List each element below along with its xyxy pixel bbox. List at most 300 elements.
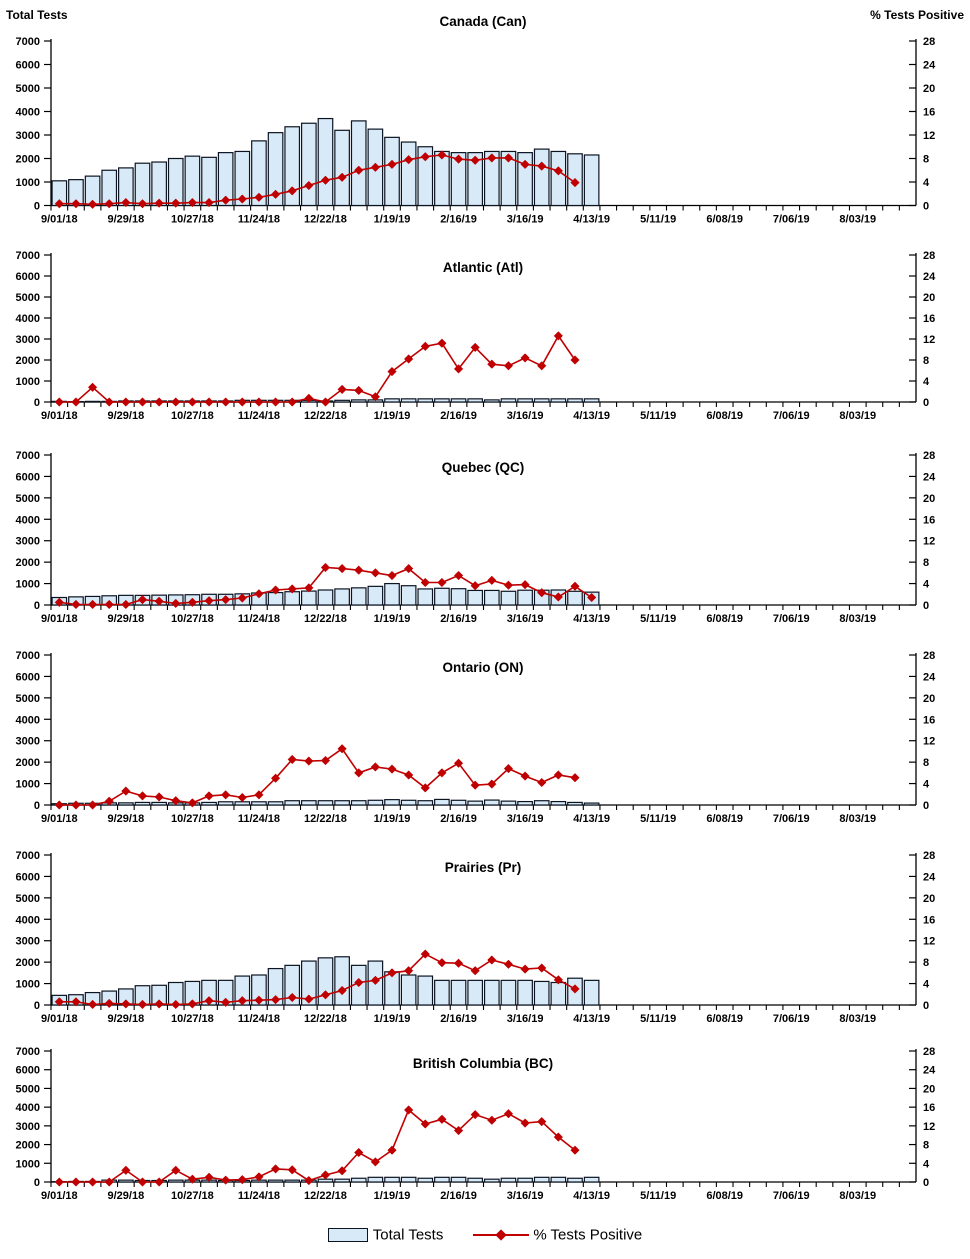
pct-positive-marker-icon <box>88 801 97 810</box>
pct-positive-marker-icon <box>371 763 380 772</box>
svg-text:10/27/18: 10/27/18 <box>170 1013 214 1025</box>
pct-positive-marker-icon <box>521 772 530 781</box>
svg-text:7/06/19: 7/06/19 <box>772 213 810 226</box>
bar-week-12/01/18 <box>268 1180 283 1182</box>
svg-text:9/01/18: 9/01/18 <box>40 213 78 226</box>
bar-week-1/05/19 <box>351 588 366 605</box>
bar-week-3/16/19 <box>518 590 533 605</box>
svg-text:28: 28 <box>923 36 936 48</box>
bar-week-12/08/18 <box>285 1180 300 1182</box>
pct-positive-marker-icon <box>537 778 546 787</box>
bar-week-3/16/19 <box>518 1178 533 1182</box>
bar-week-1/05/19 <box>351 801 366 805</box>
svg-text:5000: 5000 <box>15 692 40 705</box>
bar-week-1/05/19 <box>351 121 366 206</box>
bar-week-3/09/19 <box>501 591 515 605</box>
bar-week-4/06/19 <box>568 399 583 402</box>
svg-text:4/13/19: 4/13/19 <box>573 613 610 625</box>
svg-text:8/03/19: 8/03/19 <box>839 1013 877 1025</box>
pct-positive-marker-icon <box>221 1176 230 1185</box>
svg-text:0: 0 <box>923 800 930 812</box>
pct-positive-line-atlantic-atl <box>55 332 579 407</box>
bar-week-1/19/19 <box>385 584 400 605</box>
svg-text:7000: 7000 <box>15 450 40 462</box>
svg-text:12: 12 <box>923 735 936 748</box>
pct-positive-marker-icon <box>438 339 447 348</box>
bar-week-12/15/18 <box>302 123 317 205</box>
bar-week-1/05/19 <box>351 1178 366 1182</box>
svg-text:12: 12 <box>923 130 936 142</box>
svg-text:8: 8 <box>923 957 930 970</box>
svg-text:4: 4 <box>923 177 930 189</box>
svg-text:7000: 7000 <box>15 850 40 862</box>
svg-text:7/06/19: 7/06/19 <box>772 1190 810 1202</box>
svg-text:16: 16 <box>923 914 936 927</box>
svg-text:4: 4 <box>923 376 930 388</box>
svg-text:7000: 7000 <box>15 1046 40 1058</box>
bar-week-4/13/19 <box>584 803 599 805</box>
bar-week-4/06/19 <box>568 591 583 605</box>
svg-text:9/01/18: 9/01/18 <box>40 813 78 825</box>
svg-text:12/22/18: 12/22/18 <box>304 813 347 825</box>
svg-text:3000: 3000 <box>15 535 40 548</box>
pct-positive-marker-icon <box>571 773 580 782</box>
pct-positive-marker-icon <box>205 398 214 407</box>
svg-text:3/16/19: 3/16/19 <box>506 813 544 825</box>
bar-week-2/16/19 <box>451 589 466 605</box>
svg-text:12: 12 <box>923 935 936 948</box>
svg-text:2/16/19: 2/16/19 <box>440 613 477 625</box>
svg-text:9/29/18: 9/29/18 <box>107 410 145 422</box>
bar-week-12/22/18 <box>318 801 333 805</box>
svg-text:5000: 5000 <box>15 492 40 505</box>
panel-title-british-columbia-bc: British Columbia (BC) <box>412 1056 554 1071</box>
svg-text:12: 12 <box>923 535 936 548</box>
bar-week-1/19/19 <box>385 1177 400 1182</box>
svg-text:1000: 1000 <box>15 778 40 791</box>
pct-positive-marker-icon <box>188 799 197 808</box>
svg-text:6/08/19: 6/08/19 <box>706 613 744 625</box>
pct-positive-marker-icon <box>521 965 530 974</box>
chart-panel-british-columbia-bc <box>16 1046 937 1202</box>
pct-positive-marker-icon <box>171 398 180 407</box>
svg-text:7/06/19: 7/06/19 <box>772 813 810 825</box>
pct-positive-marker-icon <box>521 354 530 363</box>
pct-positive-marker-icon <box>221 398 230 407</box>
svg-text:4000: 4000 <box>15 313 40 325</box>
chart-panel-atlantic-atl <box>16 250 937 422</box>
svg-text:6000: 6000 <box>15 871 40 884</box>
bar-week-4/13/19 <box>584 1177 599 1182</box>
bar-week-1/26/19 <box>401 586 416 605</box>
svg-text:5/11/19: 5/11/19 <box>640 813 677 825</box>
svg-text:8: 8 <box>923 153 930 166</box>
svg-text:20: 20 <box>923 1083 936 1096</box>
svg-text:8/03/19: 8/03/19 <box>839 1190 877 1202</box>
svg-text:6/08/19: 6/08/19 <box>706 813 744 825</box>
bar-week-1/26/19 <box>401 1177 416 1182</box>
svg-text:0: 0 <box>33 397 40 409</box>
bar-week-2/09/19 <box>435 588 450 605</box>
bar-week-3/30/19 <box>551 399 566 402</box>
pct-positive-marker-icon <box>155 398 164 407</box>
bar-week-1/12/19 <box>368 586 383 605</box>
bar-week-2/02/19 <box>418 801 433 805</box>
svg-text:5000: 5000 <box>15 892 40 905</box>
bar-week-11/24/18 <box>252 802 266 805</box>
pct-positive-line-british-columbia-bc <box>55 1106 579 1187</box>
svg-text:4000: 4000 <box>15 714 40 727</box>
chart-panel-canada-can <box>16 14 937 226</box>
bar-week-9/15/18 <box>85 401 100 402</box>
bar-week-4/13/19 <box>584 399 599 402</box>
bar-week-2/23/19 <box>468 980 483 1005</box>
pct-positive-marker-icon <box>438 958 447 967</box>
svg-text:5000: 5000 <box>15 292 40 304</box>
svg-text:1/19/19: 1/19/19 <box>373 613 411 625</box>
svg-text:12/22/18: 12/22/18 <box>304 613 347 625</box>
bar-week-2/09/19 <box>435 1177 450 1182</box>
bar-week-12/22/18 <box>318 119 333 206</box>
bar-week-1/19/19 <box>385 399 400 402</box>
bar-week-11/03/18 <box>202 802 217 805</box>
svg-text:0: 0 <box>33 600 40 612</box>
pct-positive-marker-icon <box>72 801 81 810</box>
bar-week-12/29/18 <box>335 801 350 805</box>
svg-text:12/22/18: 12/22/18 <box>304 1190 347 1202</box>
pct-positive-marker-icon <box>388 765 397 774</box>
bar-week-4/06/19 <box>568 1178 583 1182</box>
bar-week-2/09/19 <box>435 799 450 805</box>
svg-text:0: 0 <box>923 600 930 612</box>
pct-positive-marker-icon <box>504 960 513 969</box>
pct-positive-marker-icon <box>55 1178 64 1187</box>
svg-text:3/16/19: 3/16/19 <box>506 1190 544 1202</box>
pct-positive-marker-icon <box>338 564 347 573</box>
bar-week-3/23/19 <box>534 981 549 1005</box>
bar-week-3/09/19 <box>501 801 515 805</box>
pct-positive-marker-icon <box>255 398 264 407</box>
svg-text:3000: 3000 <box>15 935 40 948</box>
svg-text:9/29/18: 9/29/18 <box>107 813 145 825</box>
svg-text:6000: 6000 <box>15 59 40 72</box>
svg-text:9/29/18: 9/29/18 <box>107 213 145 226</box>
legend-line-label: % Tests Positive <box>533 1226 643 1244</box>
svg-text:2000: 2000 <box>15 1139 40 1152</box>
svg-text:10/27/18: 10/27/18 <box>170 213 214 226</box>
bar-week-1/26/19 <box>401 142 416 205</box>
svg-text:28: 28 <box>923 650 936 662</box>
bar-week-2/23/19 <box>468 1178 483 1182</box>
legend-bar-swatch-icon <box>328 1228 368 1242</box>
bar-week-3/09/19 <box>501 399 515 402</box>
svg-text:11/24/18: 11/24/18 <box>237 613 281 625</box>
svg-text:20: 20 <box>923 292 936 304</box>
svg-text:6000: 6000 <box>15 271 40 283</box>
pct-positive-marker-icon <box>471 966 480 975</box>
svg-text:6000: 6000 <box>15 1064 40 1077</box>
svg-text:0: 0 <box>33 1000 40 1012</box>
svg-text:16: 16 <box>923 514 936 527</box>
bar-week-12/01/18 <box>268 802 283 805</box>
svg-text:5/11/19: 5/11/19 <box>640 1013 677 1025</box>
bar-week-3/30/19 <box>551 1177 566 1182</box>
pct-positive-marker-icon <box>537 361 546 370</box>
bar-week-3/09/19 <box>501 980 515 1005</box>
pct-positive-marker-icon <box>504 1109 513 1118</box>
pct-positive-marker-icon <box>454 571 463 580</box>
svg-text:1/19/19: 1/19/19 <box>373 1013 411 1025</box>
bar-week-3/16/19 <box>518 802 533 805</box>
pct-positive-marker-icon <box>205 792 214 801</box>
svg-text:12: 12 <box>923 334 936 346</box>
bar-week-1/19/19 <box>385 800 400 805</box>
left-axis-title: Total Tests <box>6 8 68 22</box>
pct-positive-marker-icon <box>554 771 563 780</box>
svg-text:8/03/19: 8/03/19 <box>839 813 877 825</box>
svg-text:2/16/19: 2/16/19 <box>440 410 477 422</box>
bar-week-1/26/19 <box>401 800 416 805</box>
svg-text:7000: 7000 <box>15 650 40 662</box>
chart-panel-ontario-on <box>16 650 937 825</box>
bar-week-3/16/19 <box>518 980 533 1005</box>
legend-line-swatch-icon <box>473 1228 529 1242</box>
pct-positive-marker-icon <box>55 398 64 407</box>
svg-text:3000: 3000 <box>15 334 40 346</box>
svg-text:8/03/19: 8/03/19 <box>839 410 877 422</box>
bar-week-3/30/19 <box>551 151 566 205</box>
svg-text:12/22/18: 12/22/18 <box>304 410 347 422</box>
pct-positive-marker-icon <box>238 398 247 407</box>
pct-positive-marker-icon <box>288 398 297 407</box>
svg-text:7000: 7000 <box>15 250 40 262</box>
pct-positive-marker-icon <box>354 386 363 395</box>
panel-title-quebec-qc: Quebec (QC) <box>441 460 525 475</box>
pct-positive-marker-icon <box>454 959 463 968</box>
bar-week-9/29/18 <box>119 1180 134 1182</box>
bar-week-2/02/19 <box>418 589 433 605</box>
pct-positive-marker-icon <box>504 581 513 590</box>
bar-week-12/29/18 <box>335 957 350 1005</box>
svg-text:1/19/19: 1/19/19 <box>373 813 411 825</box>
bar-week-3/16/19 <box>518 399 533 402</box>
svg-text:7/06/19: 7/06/19 <box>772 613 810 625</box>
svg-text:3/16/19: 3/16/19 <box>506 613 544 625</box>
svg-text:3000: 3000 <box>15 130 40 142</box>
bar-week-1/12/19 <box>368 1177 383 1182</box>
bar-week-4/13/19 <box>584 155 599 206</box>
bar-week-2/16/19 <box>451 399 466 402</box>
bar-week-3/02/19 <box>485 800 500 805</box>
svg-text:0: 0 <box>923 397 930 409</box>
svg-text:1/19/19: 1/19/19 <box>373 1190 411 1202</box>
pct-positive-marker-icon <box>488 1116 497 1125</box>
svg-text:4: 4 <box>923 1158 930 1171</box>
bar-week-2/02/19 <box>418 976 433 1005</box>
svg-text:24: 24 <box>923 871 936 884</box>
svg-text:4: 4 <box>923 578 930 591</box>
svg-text:2000: 2000 <box>15 153 40 166</box>
bar-week-10/20/18 <box>169 159 184 206</box>
bar-week-3/23/19 <box>534 801 549 805</box>
pct-positive-marker-icon <box>488 576 497 585</box>
bar-week-3/23/19 <box>534 1177 549 1182</box>
svg-text:5000: 5000 <box>15 1083 40 1096</box>
bar-week-2/16/19 <box>451 1177 466 1182</box>
svg-text:5/11/19: 5/11/19 <box>640 613 677 625</box>
svg-text:2/16/19: 2/16/19 <box>440 1190 477 1202</box>
svg-text:1/19/19: 1/19/19 <box>373 213 411 226</box>
pct-positive-marker-icon <box>238 1175 247 1184</box>
svg-text:5/11/19: 5/11/19 <box>640 410 677 422</box>
panel-title-canada-can: Canada (Can) <box>439 14 527 29</box>
svg-text:4: 4 <box>923 778 930 791</box>
svg-text:24: 24 <box>923 1064 936 1077</box>
bar-week-2/23/19 <box>468 399 483 402</box>
pct-positive-marker-icon <box>271 1165 280 1174</box>
svg-text:5000: 5000 <box>15 83 40 95</box>
pct-positive-marker-icon <box>488 956 497 965</box>
svg-text:1000: 1000 <box>15 177 40 189</box>
bar-week-1/05/19 <box>351 400 366 402</box>
svg-text:9/29/18: 9/29/18 <box>107 1013 145 1025</box>
bar-week-12/29/18 <box>335 400 350 402</box>
svg-text:2/16/19: 2/16/19 <box>440 813 477 825</box>
svg-text:0: 0 <box>923 200 930 213</box>
bar-week-12/22/18 <box>318 590 333 605</box>
svg-text:1000: 1000 <box>15 578 40 591</box>
bar-week-3/23/19 <box>534 149 549 205</box>
pct-positive-marker-icon <box>354 566 363 575</box>
svg-text:10/27/18: 10/27/18 <box>170 613 214 625</box>
bar-week-2/09/19 <box>435 399 450 402</box>
svg-text:24: 24 <box>923 271 936 283</box>
svg-text:6/08/19: 6/08/19 <box>706 410 744 422</box>
bar-week-12/08/18 <box>285 801 300 805</box>
bar-week-12/08/18 <box>285 592 300 605</box>
pct-positive-marker-icon <box>271 398 280 407</box>
legend-bar-label: Total Tests <box>372 1226 444 1244</box>
svg-text:7/06/19: 7/06/19 <box>772 410 810 422</box>
svg-text:2000: 2000 <box>15 355 40 367</box>
svg-text:1/19/19: 1/19/19 <box>373 410 411 422</box>
svg-text:4/13/19: 4/13/19 <box>573 813 610 825</box>
svg-text:24: 24 <box>923 671 936 684</box>
svg-text:6/08/19: 6/08/19 <box>706 213 744 226</box>
pct-positive-marker-icon <box>88 1178 97 1187</box>
pct-positive-marker-icon <box>138 792 147 801</box>
svg-text:5/11/19: 5/11/19 <box>640 213 677 226</box>
svg-text:3/16/19: 3/16/19 <box>506 213 544 226</box>
bar-week-3/30/19 <box>551 983 566 1006</box>
svg-text:2000: 2000 <box>15 957 40 970</box>
bar-week-4/13/19 <box>584 980 599 1005</box>
pct-positive-marker-icon <box>438 578 447 587</box>
svg-text:7000: 7000 <box>15 36 40 48</box>
bar-week-11/10/18 <box>218 802 233 805</box>
pct-positive-marker-icon <box>122 398 131 407</box>
pct-positive-marker-icon <box>438 1115 447 1124</box>
bar-week-9/29/18 <box>119 803 134 805</box>
svg-text:6000: 6000 <box>15 671 40 684</box>
svg-text:9/01/18: 9/01/18 <box>40 410 78 422</box>
bar-week-12/29/18 <box>335 1179 350 1182</box>
svg-text:6/08/19: 6/08/19 <box>706 1190 744 1202</box>
svg-text:11/24/18: 11/24/18 <box>237 813 281 825</box>
bar-week-3/02/19 <box>485 980 500 1005</box>
svg-text:8: 8 <box>923 757 930 770</box>
svg-text:16: 16 <box>923 1102 936 1115</box>
svg-text:20: 20 <box>923 892 936 905</box>
svg-text:28: 28 <box>923 1046 936 1058</box>
svg-text:1000: 1000 <box>15 376 40 388</box>
bar-week-12/29/18 <box>335 130 350 205</box>
svg-text:28: 28 <box>923 250 936 262</box>
bar-week-11/17/18 <box>235 802 250 805</box>
svg-text:28: 28 <box>923 450 936 462</box>
svg-text:8/03/19: 8/03/19 <box>839 613 877 625</box>
svg-text:12/22/18: 12/22/18 <box>304 1013 347 1025</box>
bar-week-2/16/19 <box>451 980 466 1005</box>
bar-week-1/12/19 <box>368 800 383 805</box>
pct-positive-marker-icon <box>305 1176 314 1185</box>
svg-text:8: 8 <box>923 1139 930 1152</box>
svg-text:0: 0 <box>923 1177 930 1189</box>
bar-week-12/15/18 <box>302 591 317 605</box>
svg-text:4/13/19: 4/13/19 <box>573 1013 610 1025</box>
pct-positive-marker-icon <box>371 569 380 578</box>
panel-title-ontario-on: Ontario (ON) <box>442 660 524 675</box>
svg-text:4000: 4000 <box>15 514 40 527</box>
svg-text:4000: 4000 <box>15 914 40 927</box>
total-tests-bars-ontario-on <box>52 799 599 805</box>
bar-week-2/23/19 <box>468 801 483 805</box>
svg-text:8/03/19: 8/03/19 <box>839 213 877 226</box>
svg-text:1000: 1000 <box>15 978 40 991</box>
bar-week-3/09/19 <box>501 1178 515 1182</box>
legend <box>0 1226 970 1244</box>
svg-text:11/24/18: 11/24/18 <box>237 1013 281 1025</box>
bar-week-3/02/19 <box>485 1179 500 1182</box>
svg-text:16: 16 <box>923 714 936 727</box>
svg-text:0: 0 <box>33 1177 40 1189</box>
right-axis-title: % Tests Positive <box>870 8 964 22</box>
svg-text:0: 0 <box>923 1000 930 1012</box>
svg-text:2000: 2000 <box>15 557 40 570</box>
svg-text:16: 16 <box>923 106 936 119</box>
bar-week-10/13/18 <box>152 802 167 805</box>
svg-text:5/11/19: 5/11/19 <box>640 1190 677 1202</box>
pct-positive-marker-icon <box>321 1171 330 1180</box>
svg-text:9/01/18: 9/01/18 <box>40 1190 78 1202</box>
bar-week-12/29/18 <box>335 589 350 605</box>
bar-week-2/02/19 <box>418 399 433 402</box>
svg-text:6/08/19: 6/08/19 <box>706 1013 744 1025</box>
pct-positive-line-ontario-on <box>55 744 579 809</box>
svg-text:28: 28 <box>923 850 936 862</box>
svg-text:10/27/18: 10/27/18 <box>170 410 214 422</box>
pct-positive-marker-icon <box>504 361 513 370</box>
svg-text:3000: 3000 <box>15 1120 40 1133</box>
pct-positive-marker-icon <box>221 791 230 800</box>
svg-text:4000: 4000 <box>15 1102 40 1115</box>
bar-week-3/02/19 <box>485 400 500 402</box>
bar-week-2/02/19 <box>418 1178 433 1182</box>
panel-title-prairies-pr: Prairies (Pr) <box>444 860 522 875</box>
bar-week-12/15/18 <box>302 801 317 805</box>
svg-text:24: 24 <box>923 471 936 484</box>
bar-week-1/26/19 <box>401 975 416 1005</box>
